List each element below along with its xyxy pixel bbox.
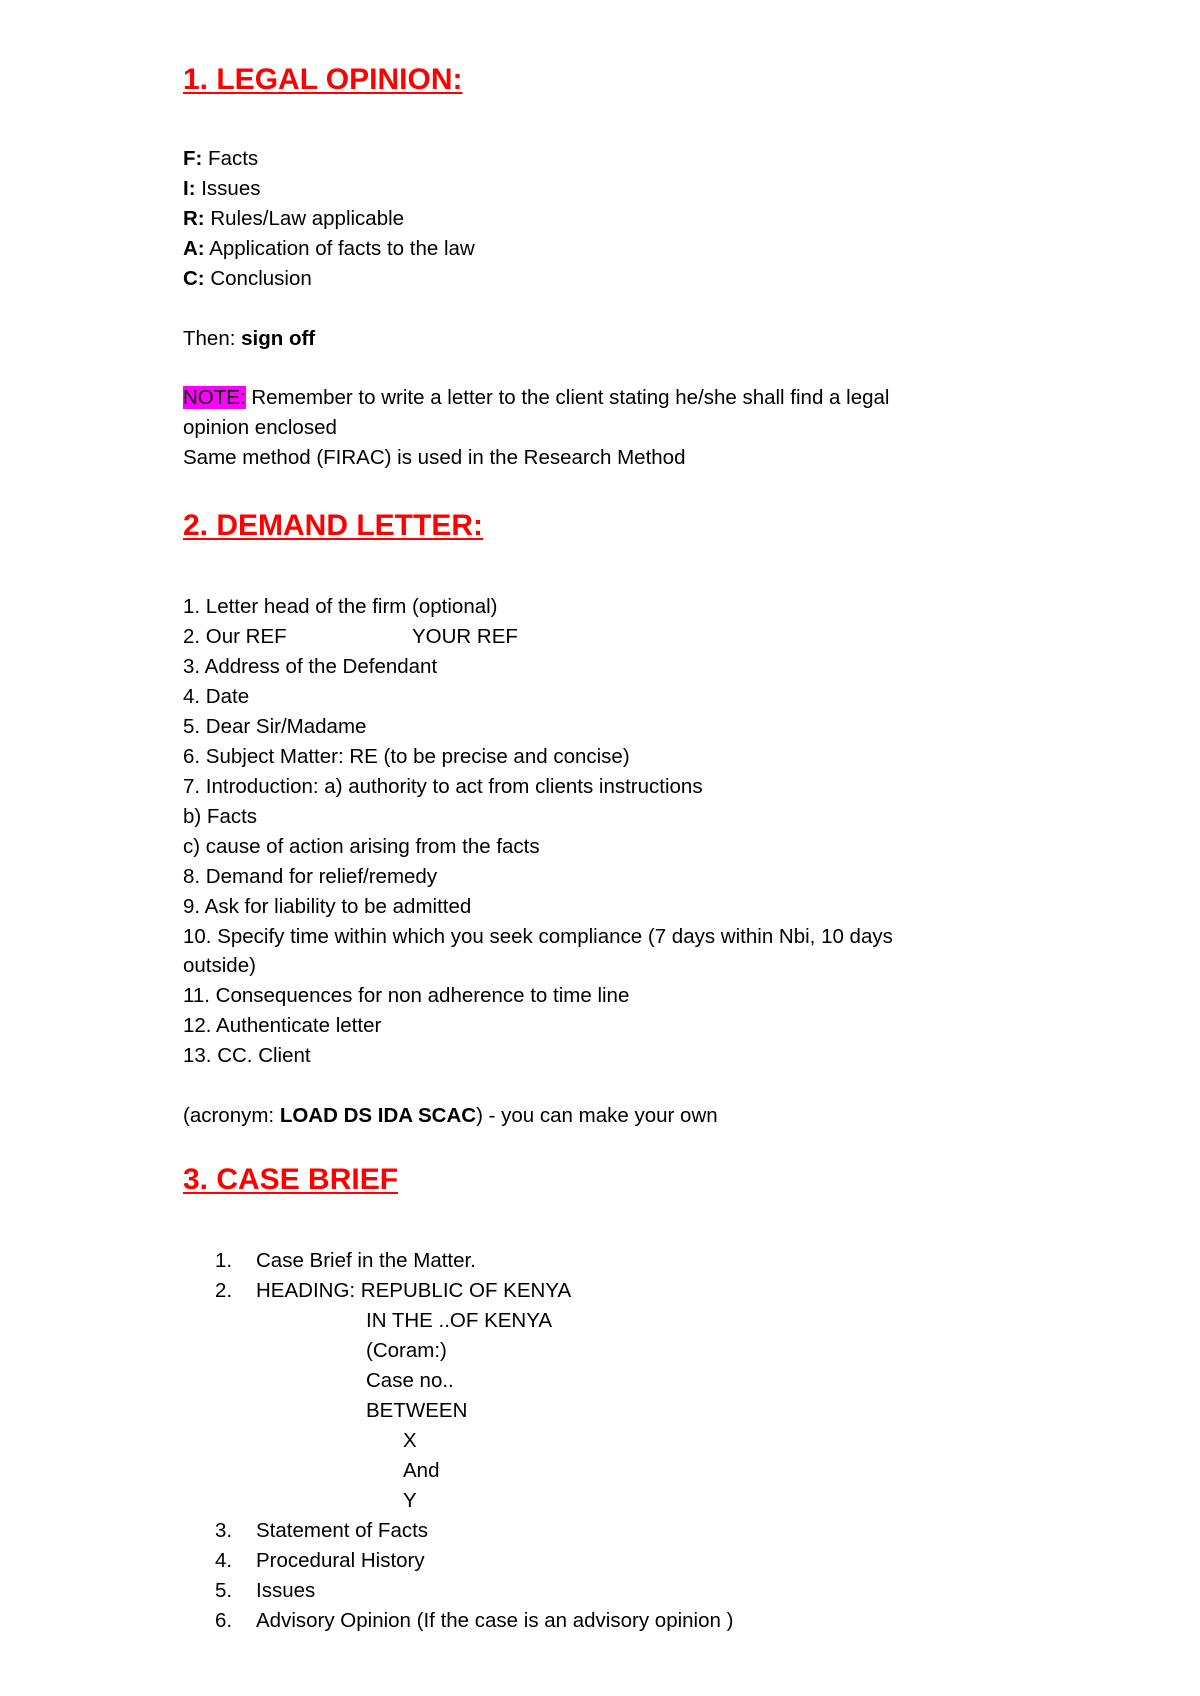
demand-item: 11. Consequences for non adherence to time line: [183, 984, 630, 1007]
firac-application: A: Application of facts to the law: [183, 237, 475, 260]
list-number: 2.: [215, 1279, 233, 1302]
party-line: X: [403, 1429, 417, 1452]
demand-item: 3. Address of the Defendant: [183, 655, 438, 678]
list-number: 1.: [215, 1249, 233, 1272]
heading-legal-opinion: 1. LEGAL OPINION:: [183, 63, 463, 96]
note-label: NOTE:: [183, 386, 246, 409]
firac-rules: R: Rules/Law applicable: [183, 207, 405, 230]
demand-item: 1. Letter head of the firm (optional): [183, 595, 498, 618]
firac-conclusion: C: Conclusion: [183, 267, 312, 290]
heading-case-brief: 3. CASE BRIEF: [183, 1163, 399, 1196]
demand-item: 10. Specify time within which you seek compliance (7 days within Nbi, 10 days: [183, 925, 893, 948]
list-item: HEADING: REPUBLIC OF KENYA: [256, 1279, 572, 1302]
heading-block-line: IN THE ..OF KENYA: [366, 1309, 553, 1332]
note-line: NOTE: Remember to write a letter to the client stating he/she shall find a legal: [183, 386, 890, 409]
note-line-2: opinion enclosed: [183, 416, 337, 439]
acronym-line: (acronym: LOAD DS IDA SCAC) - you can make your own: [183, 1104, 718, 1127]
demand-item: 4. Date: [183, 685, 250, 708]
party-line: Y: [403, 1489, 417, 1512]
list-number: 6.: [215, 1609, 233, 1632]
demand-item: 2. Our REF YOUR REF: [183, 625, 518, 648]
firac-issues: I: Issues: [183, 177, 261, 200]
demand-item: 8. Demand for relief/remedy: [183, 865, 438, 888]
method-line: Same method (FIRAC) is used in the Research Method: [183, 446, 686, 469]
demand-item: b) Facts: [183, 805, 258, 828]
your-ref: YOUR REF: [412, 625, 518, 648]
list-item: Procedural History: [256, 1549, 425, 1572]
heading-demand-letter: 2. DEMAND LETTER:: [183, 509, 483, 542]
list-number: 5.: [215, 1579, 233, 1602]
list-item: Advisory Opinion (If the case is an advisory opinion ): [256, 1609, 734, 1632]
demand-item: 6. Subject Matter: RE (to be precise and concise): [183, 745, 630, 768]
then-sign-off: Then: sign off: [183, 327, 316, 350]
party-line: And: [403, 1459, 440, 1482]
list-item: Issues: [256, 1579, 316, 1602]
list-number: 4.: [215, 1549, 233, 1572]
demand-item: 12. Authenticate letter: [183, 1014, 382, 1037]
list-item: Case Brief in the Matter.: [256, 1249, 476, 1272]
heading-block-line: Case no..: [366, 1369, 454, 1392]
demand-item: 5. Dear Sir/Madame: [183, 715, 367, 738]
list-number: 3.: [215, 1519, 233, 1542]
demand-item: 13. CC. Client: [183, 1044, 311, 1067]
demand-item: outside): [183, 954, 256, 977]
heading-block-line: BETWEEN: [366, 1399, 468, 1422]
heading-block-line: (Coram:): [366, 1339, 447, 1362]
demand-item: 7. Introduction: a) authority to act from clients instructions: [183, 775, 703, 798]
demand-item: 9. Ask for liability to be admitted: [183, 895, 472, 918]
demand-item: c) cause of action arising from the facts: [183, 835, 540, 858]
firac-facts: F: Facts: [183, 147, 259, 170]
list-item: Statement of Facts: [256, 1519, 429, 1542]
